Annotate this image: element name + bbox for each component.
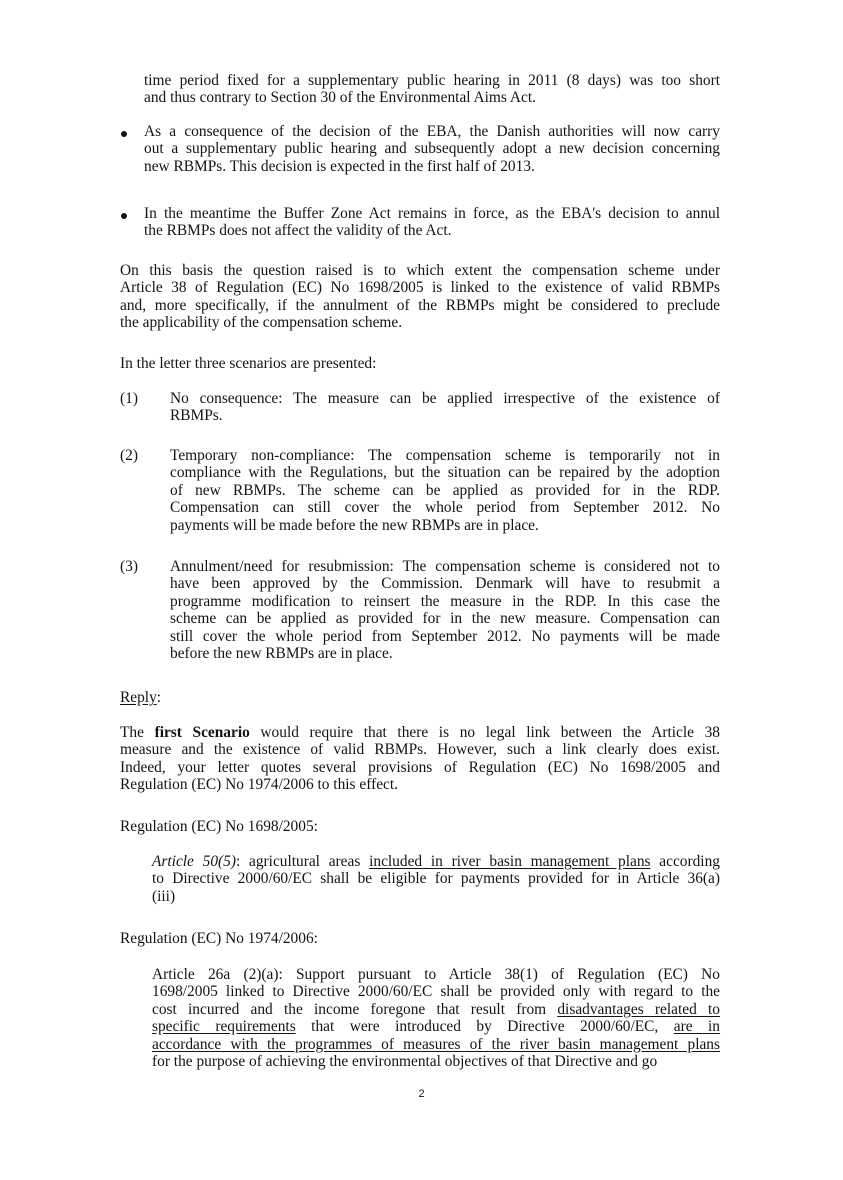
text-run: cost incurred and the income foregone that result from <box>152 1000 558 1018</box>
regulation-1698-heading: Regulation (EC) No 1698/2005: <box>120 818 318 835</box>
text-line: for the purpose of achieving the environmental objectives of that Directive and go <box>152 1053 658 1071</box>
reply-paragraph <box>120 724 720 794</box>
text-line: Article 26a (2)(a): Support pursuant to Article 38(1) of Regulation (EC) No <box>152 966 720 983</box>
text-line <box>152 1036 720 1053</box>
text-line: (iii) <box>152 887 176 905</box>
text-line <box>152 1018 720 1035</box>
text-line: As a consequence of the decision of the EBA, the Danish authorities will now carry <box>144 123 720 140</box>
text-line: Compensation can still cover the whole period from September 2012. No <box>170 499 720 517</box>
text-line: before the new RBMPs are in place. <box>170 645 393 663</box>
text-line: RBMPs. <box>170 407 223 425</box>
text-line: Temporary non-compliance: The compensation scheme is temporarily not in <box>170 447 720 464</box>
scenario-number: (3) <box>120 558 138 575</box>
bullet-icon <box>121 213 127 219</box>
text-line: measure and the existence of valid RBMPs. However, such a link clearly does exist. <box>120 741 720 759</box>
article-reference: Article 50(5) <box>152 853 236 870</box>
text-line: Indeed, your letter quotes several provisions of Regulation (EC) No 1698/2005 and <box>120 758 720 776</box>
basis-paragraph <box>120 262 720 332</box>
text-line: No consequence: The measure can be applied irrespective of the existence of <box>170 390 720 407</box>
text-line: Annulment/need for resubmission: The compensation scheme is considered not to <box>170 558 720 575</box>
continuation-paragraph <box>144 72 720 107</box>
text-line: of new RBMPs. The scheme can be applied as provided for in the RDP. <box>170 481 720 499</box>
text-line: programme modification to reinsert the measure in the RDP. In this case the <box>170 592 720 610</box>
text-run: according <box>650 853 720 870</box>
text-line: payments will be made before the new RBMPs are in place. <box>170 516 539 534</box>
regulation-1974-heading: Regulation (EC) No 1974/2006: <box>120 930 318 947</box>
reply-heading <box>120 689 720 706</box>
first-scenario-emphasis: first Scenario <box>154 724 250 741</box>
text-run: The <box>120 724 155 741</box>
underlined-text: disadvantages related to <box>557 1000 720 1018</box>
scenarios-intro: In the letter three scenarios are presented: <box>120 355 377 372</box>
bullet-icon <box>121 131 127 137</box>
scenario-number: (2) <box>120 447 138 464</box>
text-line: the RBMPs does not affect the validity of the Act. <box>144 222 452 240</box>
text-line: still cover the whole period from September 2012. No payments will be made <box>170 627 720 645</box>
text-line <box>152 1001 720 1018</box>
text-line: to Directive 2000/60/EC shall be eligible for payments provided for in Article 36(a) <box>152 870 720 888</box>
text-line: the applicability of the compensation scheme. <box>120 314 403 332</box>
scenario-text <box>170 447 720 534</box>
text-line: scheme can be applied as provided for in the new measure. Compensation can <box>170 610 720 628</box>
article-50-5-quote <box>152 853 720 905</box>
text-line: out a supplementary public hearing and subsequently adopt a new decision concerning <box>144 140 720 158</box>
scenario-text <box>170 390 720 425</box>
underlined-text: are in <box>673 1018 721 1036</box>
article-26a-quote <box>152 966 720 1070</box>
text-run: would require that there is no legal link between the Article 38 <box>249 724 721 741</box>
text-line: have been approved by the Commission. Denmark will have to resubmit a <box>170 575 720 593</box>
text-line <box>120 724 720 741</box>
text-line: Article 38 of Regulation (EC) No 1698/2005 is linked to the existence of valid RBMPs <box>120 279 720 297</box>
text-line: compliance with the Regulations, but the situation can be repaired by the adoption <box>170 464 720 482</box>
scenario-text <box>170 558 720 662</box>
text-line: In the meantime the Buffer Zone Act remains in force, as the EBA's decision to annul <box>144 205 720 222</box>
underlined-text: included in river basin management plans <box>369 853 651 870</box>
reply-heading-colon: : <box>156 689 162 706</box>
text-run: that were introduced by Directive 2000/60/EC, <box>295 1018 674 1036</box>
reply-heading-label: Reply <box>120 689 157 706</box>
text-line <box>152 853 720 870</box>
text-line: On this basis the question raised is to which extent the compensation scheme under <box>120 262 720 279</box>
underlined-text: accordance with the programmes of measures of the river basin management plans <box>152 1035 720 1053</box>
text-line: time period fixed for a supplementary public hearing in 2011 (8 days) was too short <box>144 72 720 89</box>
text-line: new RBMPs. This decision is expected in the first half of 2013. <box>144 157 535 175</box>
text-line: and, more specifically, if the annulment of the RBMPs might be considered to preclude <box>120 296 720 314</box>
text-line: 1698/2005 linked to Directive 2000/60/EC shall be provided only with regard to the <box>152 983 720 1001</box>
text-line: and thus contrary to Section 30 of the Environmental Aims Act. <box>144 89 536 107</box>
bullet-item <box>144 123 720 175</box>
bullet-item <box>144 205 720 240</box>
page-number: 2 <box>418 1088 425 1100</box>
scenario-number: (1) <box>120 390 138 407</box>
underlined-text: specific requirements <box>152 1018 296 1036</box>
text-run: : agricultural areas <box>235 853 370 870</box>
text-line: Regulation (EC) No 1974/2006 to this effect. <box>120 776 398 794</box>
